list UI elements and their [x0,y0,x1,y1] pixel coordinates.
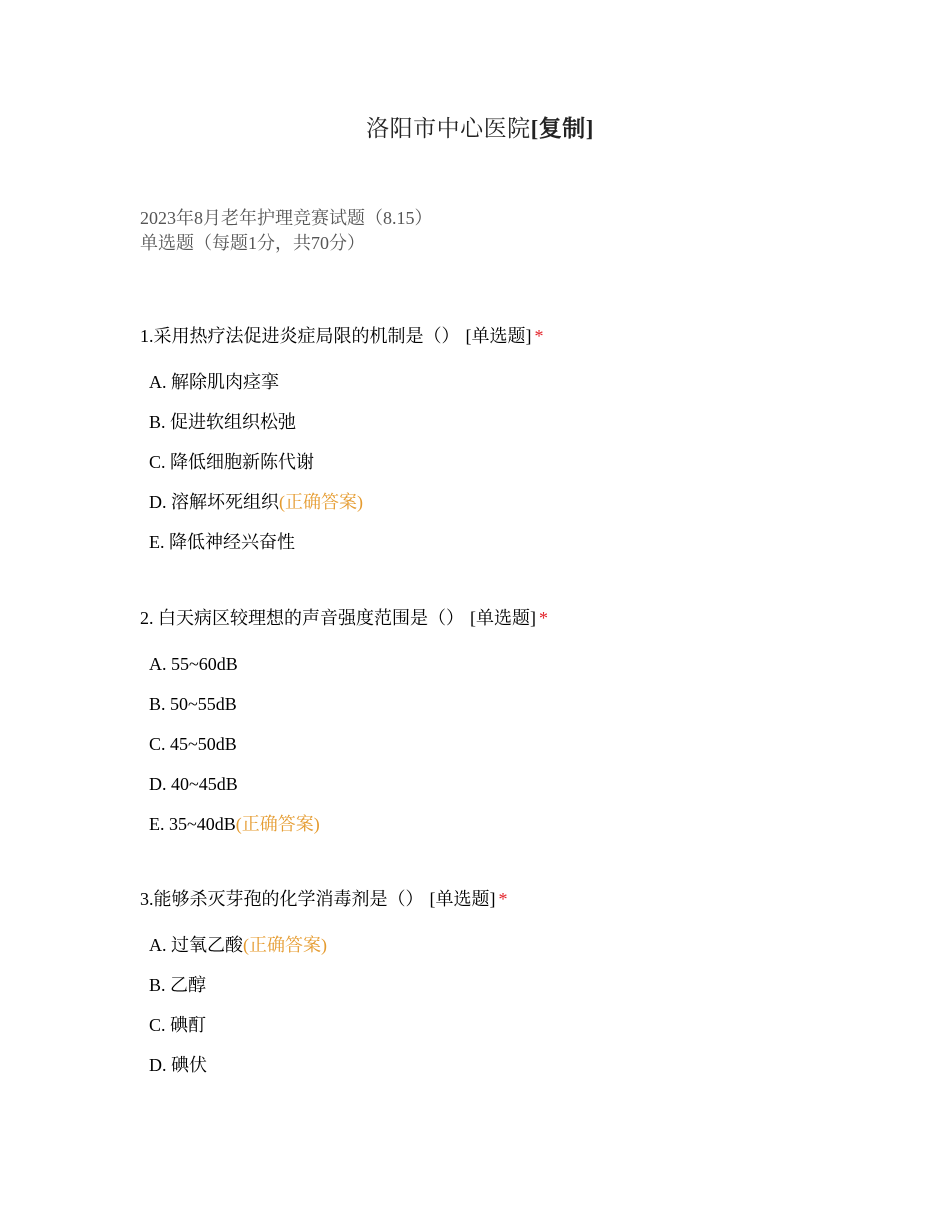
option-text: C. 45~50dB [149,734,237,754]
correct-answer-label: (正确答案) [279,492,363,512]
option-item[interactable] [149,732,840,756]
option-text: B. 50~55dB [149,694,237,714]
question-title [140,606,840,630]
question-type: [单选题] [429,889,496,909]
option-text: C. 碘酊 [149,1015,207,1035]
required-mark: * [539,608,548,628]
option-item[interactable] [149,410,840,434]
option-item[interactable] [149,772,840,796]
option-text: B. 乙醇 [149,975,207,995]
question-2 [140,606,840,836]
survey-subtitle: 2023年8月老年护理竞赛试题（8.15） [140,208,433,228]
required-mark: * [534,326,544,346]
question-title [140,324,840,348]
question-text: 2. 白天病区较理想的声音强度范围是（） [140,608,464,628]
option-item[interactable] [149,1013,840,1037]
option-item[interactable] [149,530,840,554]
section-heading: 单选题（每题1分，共70分） [140,233,365,253]
option-text: A. 解除肌肉痉挛 [149,372,279,392]
correct-answer-label: (正确答案) [243,935,327,955]
question-text: 3.能够杀灭芽孢的化学消毒剂是（） [140,889,424,909]
option-text: E. 降低神经兴奋性 [149,532,295,552]
option-text: A. 过氧乙酸 [149,935,243,955]
question-1 [140,324,840,554]
option-item[interactable] [149,812,840,836]
option-item[interactable] [149,933,840,957]
option-text: A. 55~60dB [149,654,238,674]
option-text: D. 溶解坏死组织 [149,492,279,512]
page-title-main: 洛阳市中心医院 [366,116,531,141]
question-title [140,887,840,911]
option-item[interactable] [149,973,840,997]
option-text: C. 降低细胞新陈代谢 [149,452,315,472]
required-mark: * [498,889,508,909]
page-title [0,110,950,143]
page-title-tag: [复制] [530,116,594,141]
option-item[interactable] [149,450,840,474]
option-text: B. 促进软组织松弛 [149,412,297,432]
survey-intro [140,206,433,256]
correct-answer-label: (正确答案) [235,814,320,834]
option-item[interactable] [149,652,840,676]
option-text: D. 40~45dB [149,774,238,794]
question-type: [单选题] [465,326,532,346]
question-3 [140,887,840,1077]
option-item[interactable] [149,490,840,514]
option-text: E. 35~40dB [149,814,236,834]
option-item[interactable] [149,370,840,394]
option-item[interactable] [149,692,840,716]
option-item[interactable] [149,1053,840,1077]
question-text: 1.采用热疗法促进炎症局限的机制是（） [140,326,460,346]
question-type: [单选题] [470,608,536,628]
option-text: D. 碘伏 [149,1055,207,1075]
